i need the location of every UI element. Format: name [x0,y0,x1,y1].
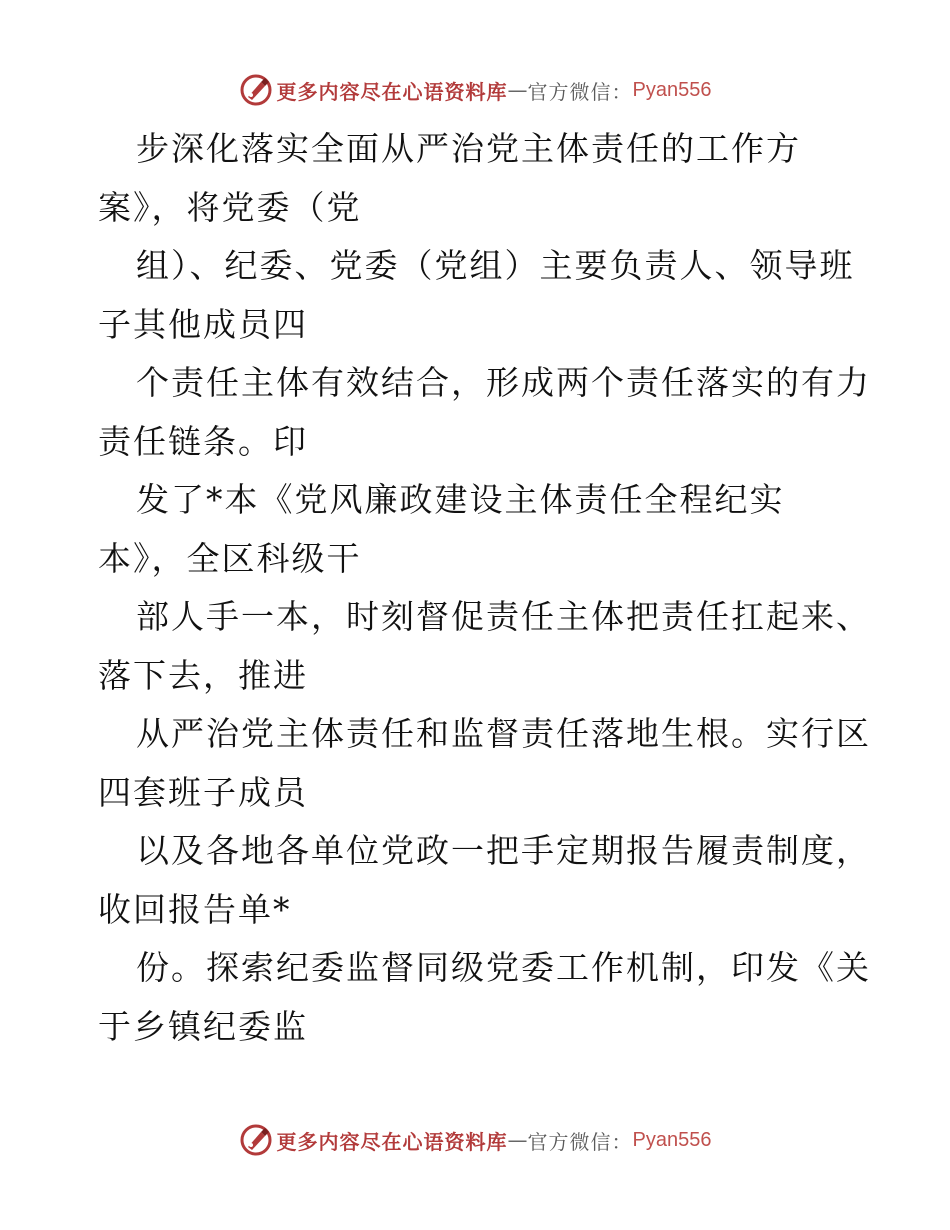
watermark-wechat-id: Pyan556 [632,78,712,101]
body-text-line: 本》，全区科级干 [98,538,362,578]
watermark-title: 更多内容尽在心语资料库 [276,79,508,104]
body-text-line: 从严治党主体责任和监督责任落地生根。实行区 [136,714,871,753]
body-text-line: 组）、纪委、党委（党组）主要负责人、领导班 [136,246,855,285]
watermark-wechat-label: 官方微信： [527,79,633,104]
watermark-wechat-label: 官方微信： [527,1129,633,1154]
body-text-line: 个责任主体有效结合，形成两个责任落实的有力 [136,363,871,402]
watermark-separator: — [507,78,528,102]
body-text-line: 步深化落实全面从严治党主体责任的工作方 [136,129,801,168]
watermark-title: 更多内容尽在心语资料库 [276,1129,508,1154]
watermark-separator: — [507,1128,528,1152]
body-text-line: 发了*本《党风廉政建设主体责任全程纪实 [136,480,785,519]
header-watermark [0,70,950,110]
body-text-line: 收回报告单* [98,889,292,929]
body-text-line: 以及各地各单位党政一把手定期报告履责制度， [136,831,871,870]
footer-watermark [0,1120,950,1160]
body-text-line: 于乡镇纪委监 [98,1006,308,1046]
body-text-line: 四套班子成员 [98,772,308,812]
body-text-line: 责任链条。印 [98,421,308,461]
body-text-line: 落下去，推进 [98,655,308,695]
pen-nib-logo-icon [239,73,273,107]
document-body [98,120,871,1056]
body-text-line: 份。探索纪委监督同级党委工作机制，印发《关 [136,948,871,987]
pen-nib-logo-icon [239,1123,273,1157]
body-text-line: 子其他成员四 [98,304,308,344]
body-text-line: 部人手一本，时刻督促责任主体把责任扛起来、 [136,597,871,636]
watermark-wechat-id: Pyan556 [632,1128,712,1151]
body-text-line: 案》，将党委（党 [98,187,362,227]
